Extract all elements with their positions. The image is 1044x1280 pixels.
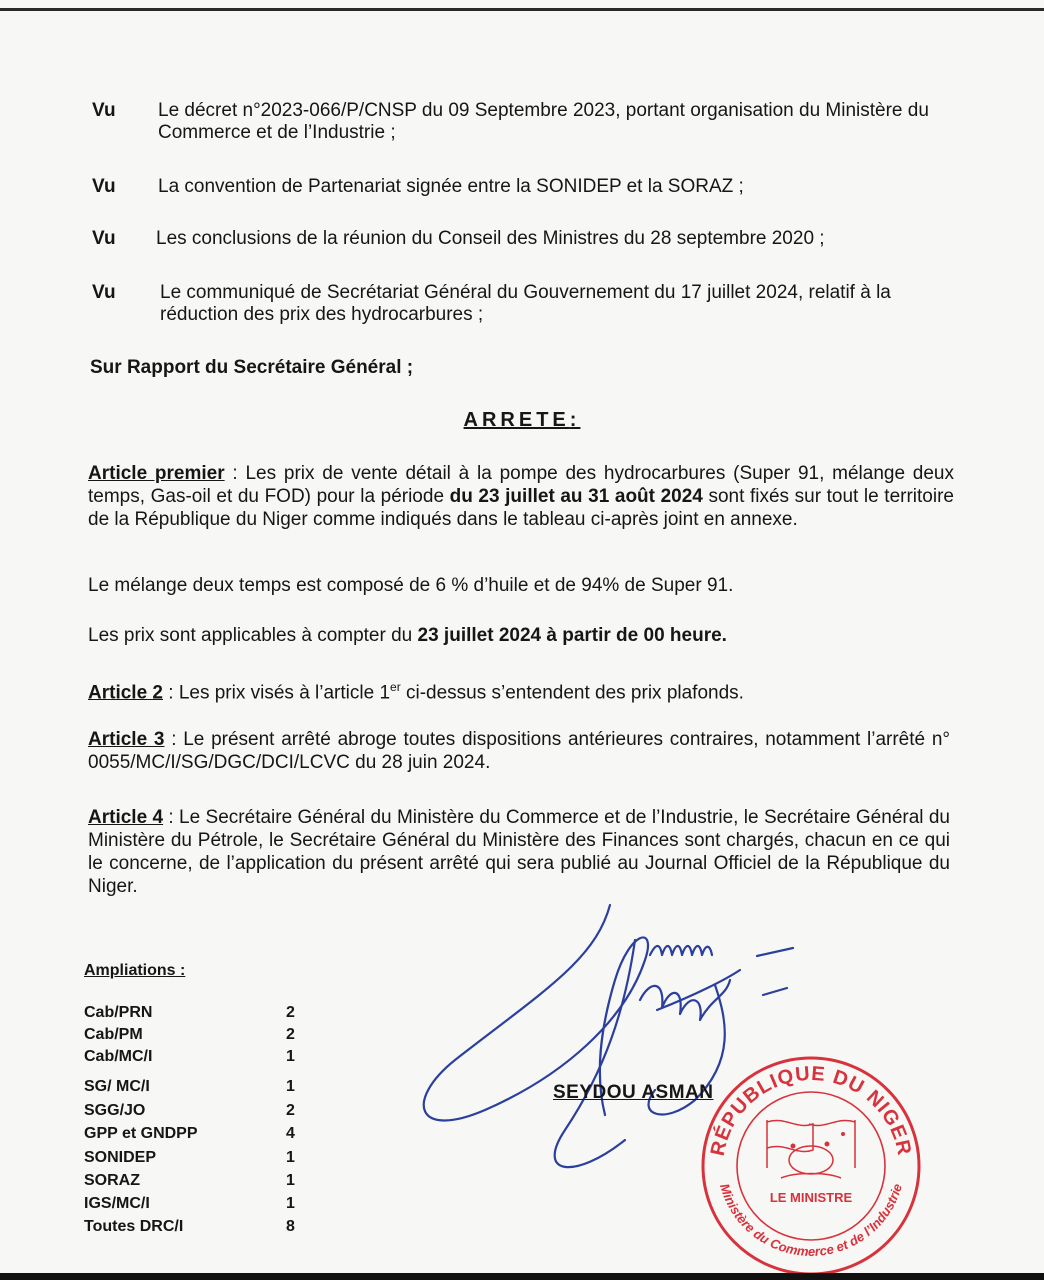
visa-label: Vu <box>92 100 116 121</box>
svg-text:Ministère du Commerce et de l’: Ministère du Commerce et de l’Industrie <box>716 1181 905 1260</box>
list-item: IGS/MC/I 1 <box>84 1195 295 1212</box>
list-item: SORAZ 1 <box>84 1172 295 1189</box>
list-item: GPP et GNDPP 4 <box>84 1125 295 1142</box>
article-1-mix-line: Le mélange deux temps est composé de 6 % d’huile et de 94% de Super 91. <box>88 575 734 596</box>
svg-text:LE MINISTRE: LE MINISTRE <box>769 1190 853 1205</box>
visa-label: Vu <box>92 228 116 249</box>
bottom-border <box>0 1273 1044 1280</box>
visa-text: Le décret n°2023-066/P/CNSP du 09 Septembre 2023, portant organisation du Ministère du Commerce et de l’Industrie ; <box>158 100 929 143</box>
article-1: Article premier : Les prix de vente détail à la pompe des hydrocarbures (Super 91, mélange deux temps, Gas-oil et du FOD) pour la période du 23 juillet au 31 août 2024 sont fixés sur tout le territoire de la République du Niger comme indiqués dans le tableau ci-après joint en annexe. <box>88 463 955 530</box>
list-item: Cab/MC/I 1 <box>84 1048 295 1065</box>
article-1-period: du 23 juillet au 31 août 2024 <box>449 486 703 507</box>
signatory-name: SEYDOU ASMAN <box>553 1082 714 1103</box>
svg-text:RÉPUBLIQUE DU NIGER: RÉPUBLIQUE DU NIGER <box>706 1062 916 1158</box>
article-4: Article 4 : Le Secrétaire Général du Ministère du Commerce et de l’Industrie, le Secrétaire Général du Ministère du Pétrole, le Secrétaire Général du Ministère des Finances sont chargés, chacun en ce qui le concerne, de l’application du présent arrêté qui sera publié au Journal Officiel de la République du Niger. <box>88 807 950 897</box>
visa-label: Vu <box>92 282 116 303</box>
top-border <box>0 8 1044 11</box>
article-4-label: Article 4 <box>88 807 164 828</box>
official-stamp <box>695 1050 925 1280</box>
arrete-title: ARRETE: <box>463 409 581 431</box>
visa-text: Le communiqué de Secrétariat Général du Gouvernement du 17 juillet 2024, relatif à la réduction des prix des hydrocarbures ; <box>160 282 891 325</box>
article-1-label: Article premier <box>88 463 225 484</box>
article-3-label: Article 3 <box>88 729 165 750</box>
list-item: Cab/PRN 2 <box>84 1004 295 1021</box>
article-2-label: Article 2 <box>88 682 163 704</box>
list-item: Cab/PM 2 <box>84 1026 295 1043</box>
visa-text: La convention de Partenariat signée entre la SONIDEP et la SORAZ ; <box>158 176 744 197</box>
list-item: Toutes DRC/I 8 <box>84 1218 295 1235</box>
prix-applicables-line: Les prix sont applicables à compter du 23 juillet 2024 à partir de 00 heure. <box>88 625 727 646</box>
article-2: Article 2 : Les prix visés à l’article 1er ci-dessus s’entendent des prix plafonds. <box>88 680 744 704</box>
list-item: SGG/JO 2 <box>84 1102 295 1119</box>
ampliations-title: Ampliations : <box>84 962 186 979</box>
list-item: SONIDEP 1 <box>84 1149 295 1166</box>
rapport-line: Sur Rapport du Secrétaire Général ; <box>90 357 414 378</box>
visa-text: Les conclusions de la réunion du Conseil des Ministres du 28 septembre 2020 ; <box>156 228 825 249</box>
article-3: Article 3 : Le présent arrêté abroge toutes dispositions antérieures contraires, notamment l’arrêté n° 0055/MC/I/SG/DGC/DCI/LCVC du 28 juin 2024. <box>88 729 950 773</box>
list-item: SG/ MC/I 1 <box>84 1078 295 1095</box>
visa-label: Vu <box>92 176 116 197</box>
